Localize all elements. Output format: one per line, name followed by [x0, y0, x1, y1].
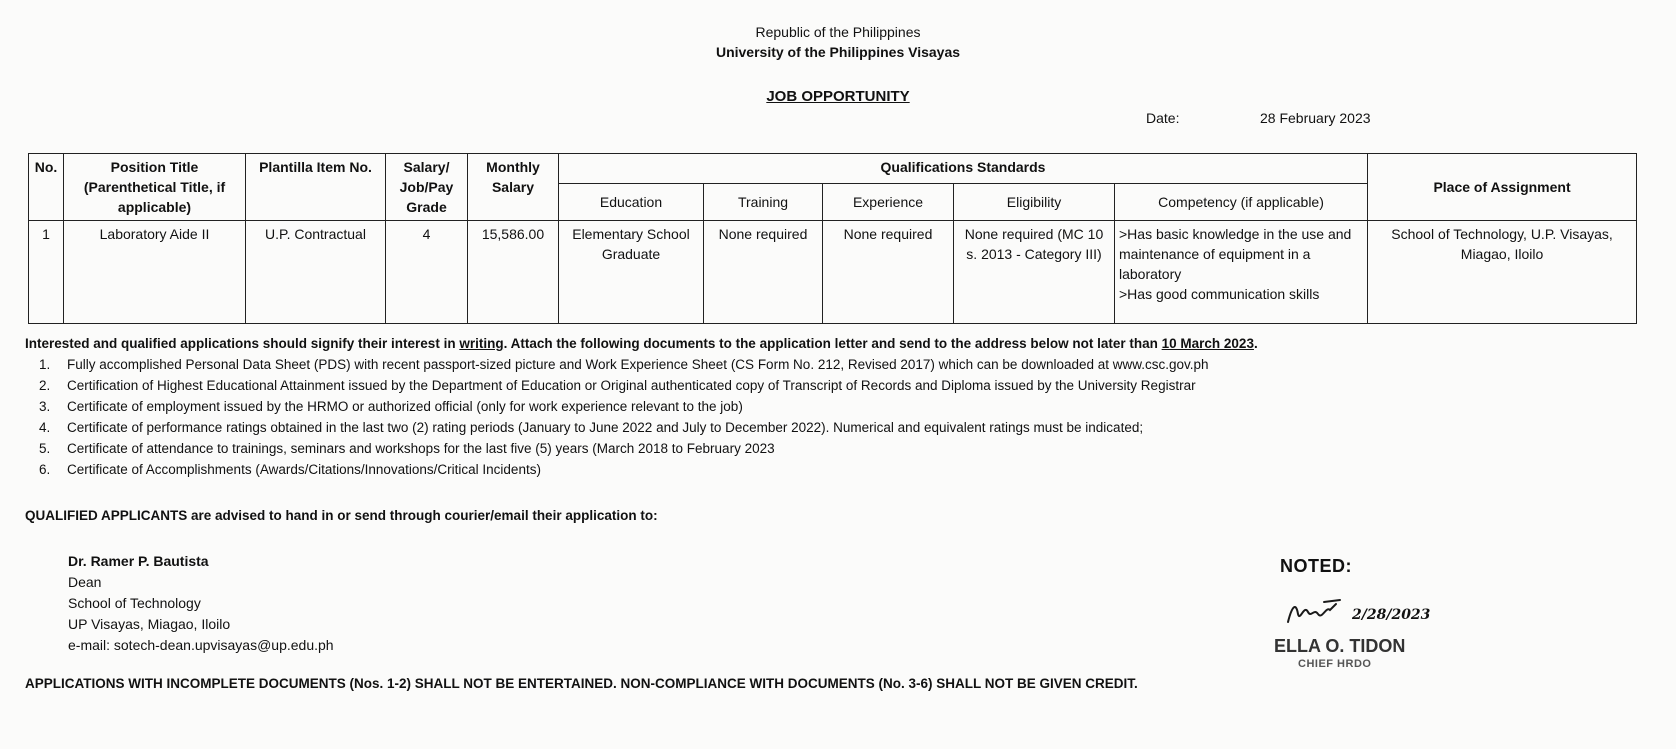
- address-office: School of Technology: [68, 595, 201, 611]
- item-number: 4.: [39, 420, 51, 435]
- instructions-part3: .: [1253, 336, 1258, 351]
- footer-warning: APPLICATIONS WITH INCOMPLETE DOCUMENTS (Nos. 1-2) SHALL NOT BE ENTERTAINED. NON-COMPLIANCE WITH DOCUMENTS (No. 3-6) SHALL NOT BE GIVEN CREDIT.: [25, 676, 1138, 691]
- item-text: Certificate of employment issued by the HRMO or authorized official (only for work experience relevant to the job): [67, 399, 743, 414]
- item-text: Certificate of performance ratings obtained in the last two (2) rating periods (January to June 2022 and July to December 2022). Numerical and equivalent ratings must be indicated;: [67, 420, 1144, 435]
- cell-competency: [1115, 221, 1368, 324]
- item-number: 2.: [39, 378, 51, 393]
- country-line: Republic of the Philippines: [755, 24, 921, 40]
- header-training: Training: [704, 184, 823, 221]
- header-qualifications: Qualifications Standards: [559, 154, 1368, 184]
- header-eligibility: Eligibility: [954, 184, 1115, 221]
- header-education: Education: [559, 184, 704, 221]
- header-experience: Experience: [823, 184, 954, 221]
- cell-salary-grade: 4: [386, 221, 468, 324]
- date-value: 28 February 2023: [1260, 110, 1371, 126]
- signatory-name: ELLA O. TIDON: [1274, 636, 1406, 656]
- cell-eligibility: None required (MC 10 s. 2013 - Category III): [954, 221, 1115, 324]
- address-block: [68, 551, 334, 656]
- cell-plantilla: U.P. Contractual: [246, 221, 386, 324]
- header-monthly-salary: Monthly Salary: [468, 154, 559, 221]
- header-salary-grade: Salary/ Job/Pay Grade: [386, 154, 468, 221]
- cell-monthly-salary: 15,586.00: [468, 221, 559, 324]
- item-number: 1.: [39, 357, 51, 372]
- header-plantilla: Plantilla Item No.: [246, 154, 386, 221]
- document-header: [0, 22, 1676, 62]
- competency-item: >Has good communication skills: [1119, 286, 1320, 302]
- signature-date: 2/28/2023: [1352, 607, 1431, 623]
- item-number: 5.: [39, 441, 51, 456]
- table-row: [29, 221, 1637, 324]
- list-item: [25, 354, 1209, 375]
- header-competency: Competency (if applicable): [1115, 184, 1368, 221]
- list-item: [25, 396, 1209, 417]
- qualified-note: QUALIFIED APPLICANTS are advised to hand in or send through courier/email their application to:: [25, 508, 658, 523]
- instructions-writing: writing: [459, 336, 504, 351]
- noted-label: NOTED:: [1280, 556, 1352, 576]
- item-number: 6.: [39, 462, 51, 477]
- list-item: [25, 417, 1209, 438]
- cell-training: None required: [704, 221, 823, 324]
- cell-education: Elementary School Graduate: [559, 221, 704, 324]
- address-position: Dean: [68, 574, 102, 590]
- instructions-part2: . Attach the following documents to the application letter and send to the address below not later than: [503, 336, 1162, 351]
- item-text: Certificate of attendance to trainings, seminars and workshops for the last five (5) years (March 2018 to February 2023: [67, 441, 775, 456]
- deadline: 10 March 2023: [1161, 336, 1254, 351]
- item-text: Certificate of Accomplishments (Awards/Citations/Innovations/Critical Incidents): [67, 462, 541, 477]
- cell-no: 1: [29, 221, 64, 324]
- item-text: Certification of Highest Educational Attainment issued by the Department of Education or Original authenticated copy of Transcript of Records and Diploma issued by the University Registrar: [67, 378, 1196, 393]
- item-text: Fully accomplished Personal Data Sheet (PDS) with recent passport-sized picture and Work Experience Sheet (CS Form No. 212, Revised 2017) which can be downloaded at www.csc.gov.ph: [67, 357, 1209, 372]
- address-name: Dr. Ramer P. Bautista: [68, 553, 209, 569]
- documents-list: [25, 354, 1209, 480]
- job-table: [28, 153, 1637, 324]
- list-item: [25, 438, 1209, 459]
- list-item: [25, 375, 1209, 396]
- instructions: [25, 336, 1258, 351]
- university-name: University of the Philippines Visayas: [715, 44, 961, 60]
- date-row: [1146, 110, 1371, 126]
- cell-place: School of Technology, U.P. Visayas, Miagao, Iloilo: [1368, 221, 1637, 324]
- cell-position: Laboratory Aide II: [64, 221, 246, 324]
- item-number: 3.: [39, 399, 51, 414]
- address-location: UP Visayas, Miagao, Iloilo: [68, 616, 231, 632]
- cell-experience: None required: [823, 221, 954, 324]
- instructions-part1: Interested and qualified applications should signify their interest in: [25, 336, 460, 351]
- signatory-title: CHIEF HRDO: [1298, 658, 1372, 670]
- header-position: Position Title (Parenthetical Title, if applicable): [64, 154, 246, 221]
- list-item: [25, 459, 1209, 480]
- address-email: e-mail: sotech-dean.upvisayas@up.edu.ph: [68, 637, 334, 653]
- competency-item: >Has basic knowledge in the use and maintenance of equipment in a laboratory: [1119, 226, 1352, 282]
- signature-icon: [1284, 596, 1350, 626]
- page-title: JOB OPPORTUNITY: [766, 88, 910, 105]
- header-place: Place of Assignment: [1368, 154, 1637, 221]
- date-label: Date:: [1146, 110, 1180, 126]
- header-no: No.: [29, 154, 64, 221]
